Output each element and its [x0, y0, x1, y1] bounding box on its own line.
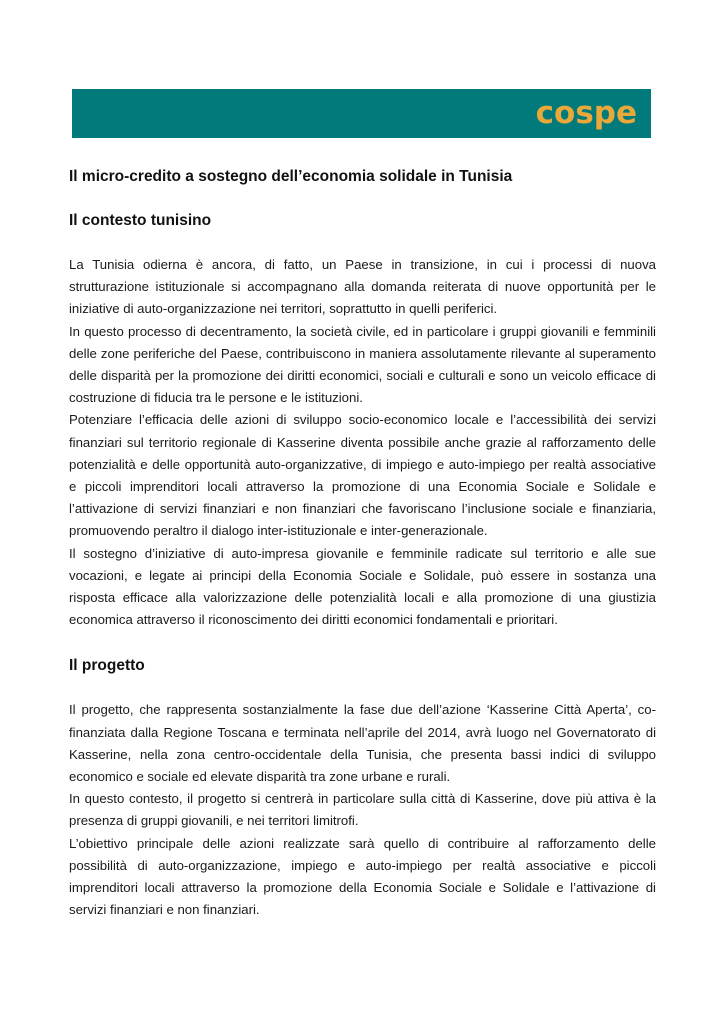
section-heading-contesto: Il contesto tunisino [69, 212, 212, 229]
paragraph: L’obiettivo principale delle azioni realizzate sarà quello di contribuire al rafforzamento delle possibilità di auto-organizzazione, impiego e auto-impiego per realtà associative e piccoli imprenditori locali attraverso la promozione della Economia Sociale e Solidale e l’attivazione di servizi finanziari e non finanziari. [69, 835, 656, 918]
paragraph: In questo processo di decentramento, la società civile, ed in particolare i gruppi giovanili e femminili delle zone periferiche del Paese, contribuiscono in maniera assolutamente rilevante al superamento delle disparità per la promozione dei diritti economici, sociali e culturali e sono un veicolo efficace di costruzione di fiducia tra le persone e le istituzioni. [69, 323, 656, 406]
paragraph: Il sostegno d’iniziative di auto-impresa giovanile e femminile radicate sul territorio e alle sue vocazioni, e legate ai principi della Economia Sociale e Solidale, può essere in sostanza una risposta efficace alla valorizzazione delle potenzialità locali e alla promozione di una giustizia economica attraverso il riconoscimento dei diritti economici fondamentali e prioritari. [69, 545, 656, 628]
section-heading-progetto: Il progetto [69, 657, 145, 675]
document-title: Il micro-credito a sostegno dell’economia solidale in Tunisia [69, 168, 513, 185]
paragraph: Potenziare l’efficacia delle azioni di sviluppo socio-economico locale e l’accessibilità dei servizi finanziari sul territorio regionale di Kasserine diventa possibile anche grazie al rafforzamento delle potenzialità e delle opportunità auto-organizzative, di impiego e auto-impiego per realtà associative e piccoli imprenditori locali attraverso la promozione di una Economia Sociale e Solidale e l’attivazione di servizi finanziari e non finanziari che favoriscano l’inclusione sociale e finanziaria, promuovendo peraltro il dialogo inter-istituzionale e inter-generazionale. [69, 412, 656, 539]
cospe-logo: cospe [535, 95, 637, 131]
paragraph: In questo contesto, il progetto si centrerà in particolare sulla città di Kasserine, dove più attiva è la presenza di gruppi giovanili, e nei territori limitrofi. [69, 791, 656, 829]
paragraph: Il progetto, che rappresenta sostanzialmente la fase due dell’azione ‘Kasserine Città Aperta’, co-finanziata dalla Regione Toscana e terminata nell’aprile del 2014, avrà luogo nel Governatorato di Kasserine, nella zona centro-occidentale della Tunisia, che presenta bassi indici di sviluppo economico e sociale ed elevate disparità tra zone urbane e rurali. [69, 702, 656, 785]
header-banner [72, 89, 651, 138]
paragraph: La Tunisia odierna è ancora, di fatto, un Paese in transizione, in cui i processi di nuova strutturazione istituzionale si accompagnano alla domanda reiterata di nuove opportunità per le iniziative di auto-organizzazione nei territori, soprattutto in quelli periferici. [69, 257, 656, 317]
document-body [69, 166, 656, 921]
